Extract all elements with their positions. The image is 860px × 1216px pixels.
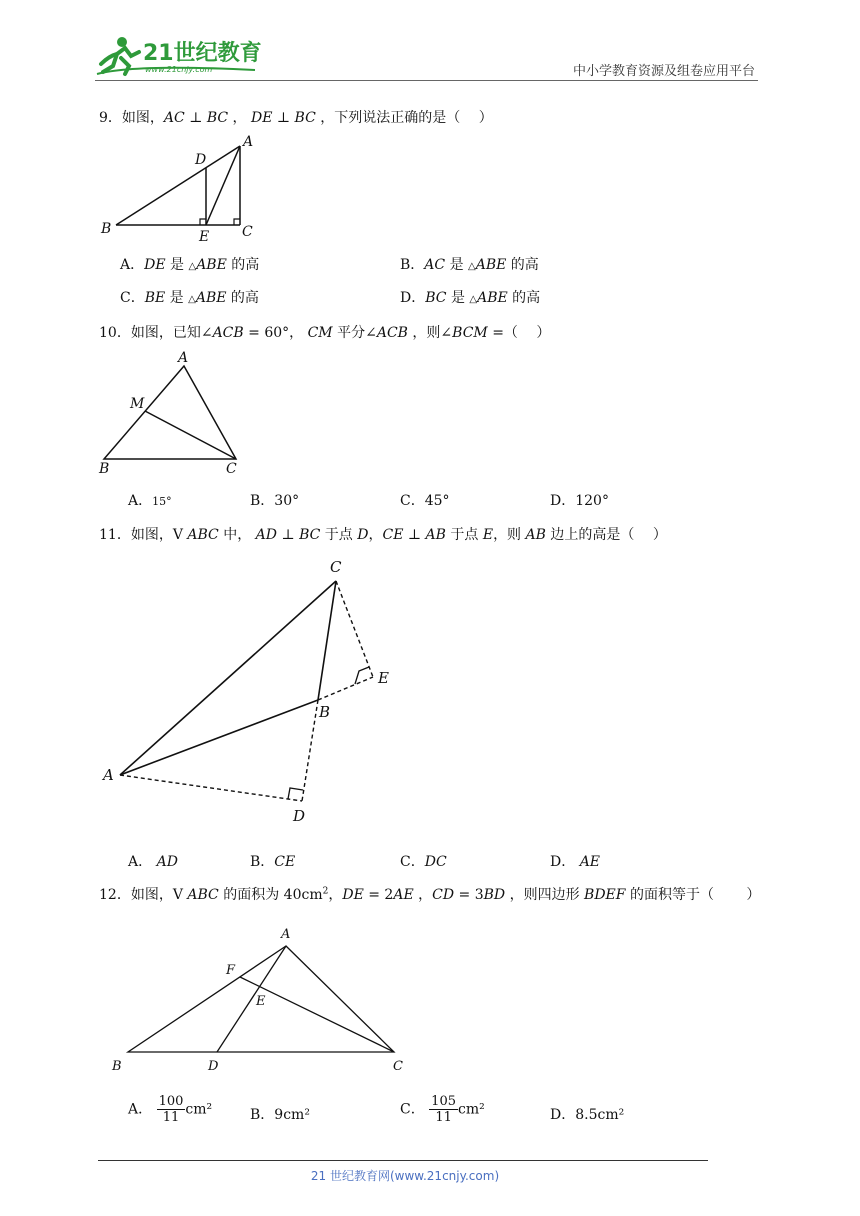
fraction: $\frac{105}{11}$ (431, 1094, 456, 1125)
logo-text: 21世纪教育 (143, 41, 262, 66)
label-a: A (103, 766, 114, 784)
question-11-stem: 11．如图，V ABC 中， AD ⊥ BC 于点 D，CE ⊥ AB 于点 E，则 AB 边上的高是（ ） (99, 527, 667, 543)
q11-option-b[interactable]: B．CE (250, 854, 296, 870)
q9-option-c[interactable]: C．BE 是 △ABE 的高 (120, 290, 259, 306)
question-12-stem: 12．如图，V ABC 的面积为 $40cm^2$，DE = 2AE ，CD = 3BD ，则四边形 BDEF 的面积等于（ ） (99, 886, 761, 903)
footer-divider (98, 1160, 708, 1161)
question-11-figure (98, 555, 408, 830)
footer-link[interactable]: 21 世纪教育网(www.21cnjy.com) (310, 1169, 500, 1183)
q10-option-d[interactable]: D．120° (550, 493, 609, 509)
label-e: E (256, 994, 266, 1009)
label-d: D (293, 807, 306, 825)
q10-option-b[interactable]: B．30° (250, 493, 300, 509)
label-c: C (393, 1059, 403, 1074)
q12-option-a[interactable]: A． $\frac{100}{11}$ cm² (128, 1094, 213, 1125)
label-b: B (112, 1059, 122, 1074)
label-d: D (208, 1059, 219, 1074)
label-f: F (226, 963, 236, 978)
fraction: $\frac{100}{11}$ (158, 1094, 184, 1125)
label-m: M (130, 396, 145, 412)
label-c: C (242, 224, 253, 240)
label-b: B (99, 461, 110, 477)
q9-option-d[interactable]: D．BC 是 △ABE 的高 (400, 290, 541, 306)
logo-url: www.21cnjy.com (145, 65, 213, 74)
q12-option-d[interactable]: D．8.5cm² (550, 1107, 625, 1123)
label-b: B (101, 221, 112, 237)
question-12-figure (98, 920, 418, 1080)
q11-option-c[interactable]: C．DC (400, 854, 447, 870)
question-9-stem: 9．如图，AC ⊥ BC ， DE ⊥ BC ，下列说法正确的是（ ） (99, 110, 493, 126)
q9-option-b[interactable]: B．AC 是 △ABE 的高 (400, 257, 539, 273)
label-a: A (178, 350, 189, 366)
q9-option-a[interactable]: A．DE 是 △ABE 的高 (120, 257, 260, 273)
q10-option-a[interactable]: A．15° (128, 493, 172, 509)
label-a: A (281, 927, 291, 942)
question-9-figure (98, 132, 268, 244)
label-d: D (195, 152, 207, 168)
question-10-stem: 10．如图，已知∠ACB = 60°， CM 平分∠ACB ，则∠BCM =（ ） (99, 325, 551, 341)
q11-option-d[interactable]: D． AE (550, 854, 601, 870)
q12-option-c[interactable]: C． $\frac{105}{11}$ cm² (400, 1094, 485, 1125)
q12-option-b[interactable]: B．9cm² (250, 1107, 310, 1123)
label-c: C (330, 558, 342, 576)
header-divider (95, 80, 758, 81)
question-10-figure (96, 348, 256, 478)
q10-option-c[interactable]: C．45° (400, 493, 450, 509)
runner-logo-icon (95, 34, 265, 78)
site-logo (95, 34, 265, 78)
label-b: B (319, 703, 331, 721)
header-platform-text: 中小学教育资源及组卷应用平台 (572, 64, 755, 79)
label-e: E (378, 669, 389, 687)
label-a: A (243, 134, 254, 150)
label-e: E (199, 229, 210, 244)
label-c: C (226, 461, 237, 477)
q11-option-a[interactable]: A． AD (128, 854, 178, 870)
